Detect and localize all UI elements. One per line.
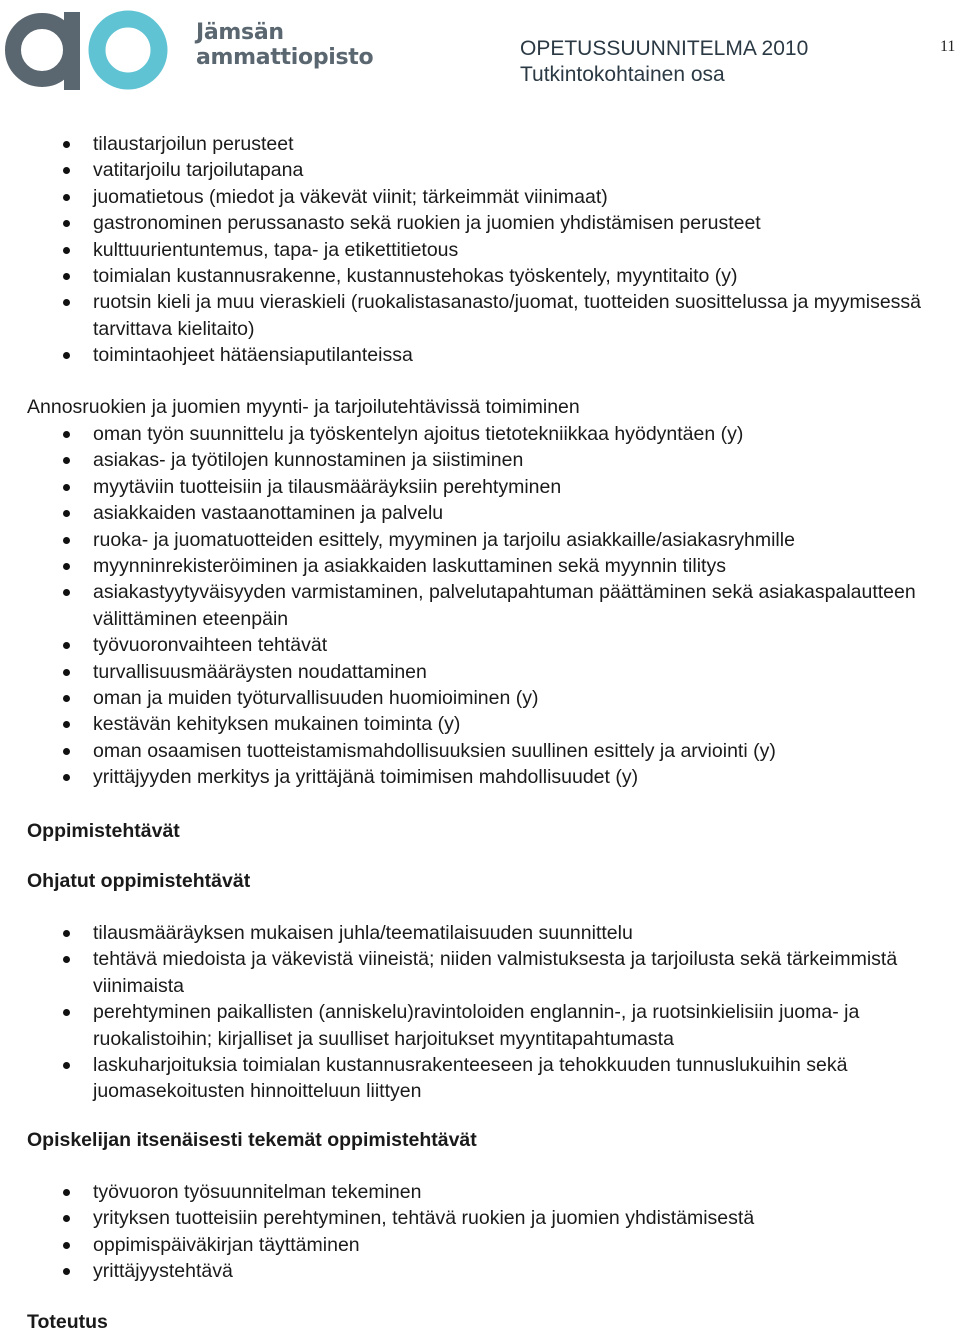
list-item: oppimispäiväkirjan täyttäminen [0, 1232, 960, 1258]
list-item: tilausmääräyksen mukaisen juhla/teematilaisuuden suunnittelu [0, 920, 960, 946]
logo-wordmark [196, 20, 373, 70]
document-subtitle: Tutkintokohtainen osa [520, 63, 725, 86]
section-heading-ohjatut: Ohjatut oppimistehtävät [27, 870, 251, 892]
list-item: työvuoron työsuunnitelman tekeminen [0, 1179, 960, 1205]
list-item: yrittäjyystehtävä [0, 1258, 960, 1284]
list-item: ruoka- ja juomatuotteiden esittely, myyminen ja tarjoilu asiakkaille/asiakasryhmille [0, 527, 960, 553]
ohjatut-bullet-list [0, 920, 960, 1105]
list-item: toimintaohjeet hätäensiaputilanteissa [0, 342, 960, 368]
list-item: yrityksen tuotteisiin perehtyminen, tehtävä ruokien ja juomien yhdistämisestä [0, 1205, 960, 1231]
list-item: kulttuurientuntemus, tapa- ja etikettitietous [0, 237, 960, 263]
list-item: laskuharjoituksia toimialan kustannusrakenteeseen ja tehokkuuden tunnuslukuihin sekä juomasekoitusten hinnoitteluun liittyen [0, 1052, 960, 1105]
list-item: turvallisuusmääräysten noudattaminen [0, 659, 960, 685]
list-item: ruotsin kieli ja muu vieraskieli (ruokalistasanasto/juomat, tuotteiden suosittelussa ja myymisessä tarvittava kielitaito) [0, 289, 960, 342]
list-item: asiakkaiden vastaanottaminen ja palvelu [0, 500, 960, 526]
list-item: myytäviin tuotteisiin ja tilausmääräyksiin perehtyminen [0, 474, 960, 500]
annos-bullet-list [0, 421, 960, 791]
section-heading-annos: Annosruokien ja juomien myynti- ja tarjoilutehtävissä toimiminen [27, 396, 580, 418]
logo-line-2: ammattiopisto [196, 45, 374, 70]
document-title: OPETUSSUUNNITELMA 2010 [520, 37, 809, 60]
list-item: gastronominen perussanasto sekä ruokien ja juomien yhdistämisen perusteet [0, 210, 960, 236]
list-item: tehtävä miedoista ja väkevistä viineistä; niiden valmistuksesta ja tarjoilusta sekä tärkeimmistä viinimaista [0, 946, 960, 999]
top-bullet-list [0, 131, 960, 369]
list-item: asiakastyytyväisyyden varmistaminen, palvelutapahtuman päättäminen sekä asiakaspalautteen välittäminen eteenpäin [0, 579, 960, 632]
list-item: asiakas- ja työtilojen kunnostaminen ja siistiminen [0, 447, 960, 473]
list-item: oman osaamisen tuotteistamismahdollisuuksien suullinen esittely ja arviointi (y) [0, 738, 960, 764]
list-item: perehtyminen paikallisten (anniskelu)ravintoloiden englannin-, ja ruotsinkielisiin juoma- ja ruokalistoihin; kirjalliset ja suulliset harjoitukset myyntitapahtumasta [0, 999, 960, 1052]
list-item: juomatietous (miedot ja väkevät viinit; tärkeimmät viinimaat) [0, 184, 960, 210]
list-item: yrittäjyyden merkitys ja yrittäjänä toimimisen mahdollisuudet (y) [0, 764, 960, 790]
section-heading-itsenaiset: Opiskelijan itsenäisesti tekemät oppimistehtävät [27, 1129, 477, 1151]
list-item: kestävän kehityksen mukainen toiminta (y) [0, 711, 960, 737]
jamsan-ammattiopisto-logo [0, 0, 380, 100]
list-item: työvuoronvaihteen tehtävät [0, 632, 960, 658]
list-item: oman ja muiden työturvallisuuden huomioiminen (y) [0, 685, 960, 711]
list-item: tilaustarjoilun perusteet [0, 131, 960, 157]
itsenaiset-bullet-list [0, 1179, 960, 1285]
list-item: vatitarjoilu tarjoilutapana [0, 157, 960, 183]
list-item: oman työn suunnittelu ja työskentelyn ajoitus tietotekniikkaa hyödyntäen (y) [0, 421, 960, 447]
list-item: myynninrekisteröiminen ja asiakkaiden laskuttaminen sekä myynnin tilitys [0, 553, 960, 579]
logo-line-1: Jämsän [196, 20, 284, 45]
page-number: 11 [940, 38, 956, 55]
ao-logo-mark [0, 0, 180, 100]
section-heading-oppimistehtavat: Oppimistehtävät [27, 820, 180, 842]
list-item: toimialan kustannusrakenne, kustannustehokas työskentely, myyntitaito (y) [0, 263, 960, 289]
section-heading-toteutus: Toteutus [27, 1311, 108, 1333]
